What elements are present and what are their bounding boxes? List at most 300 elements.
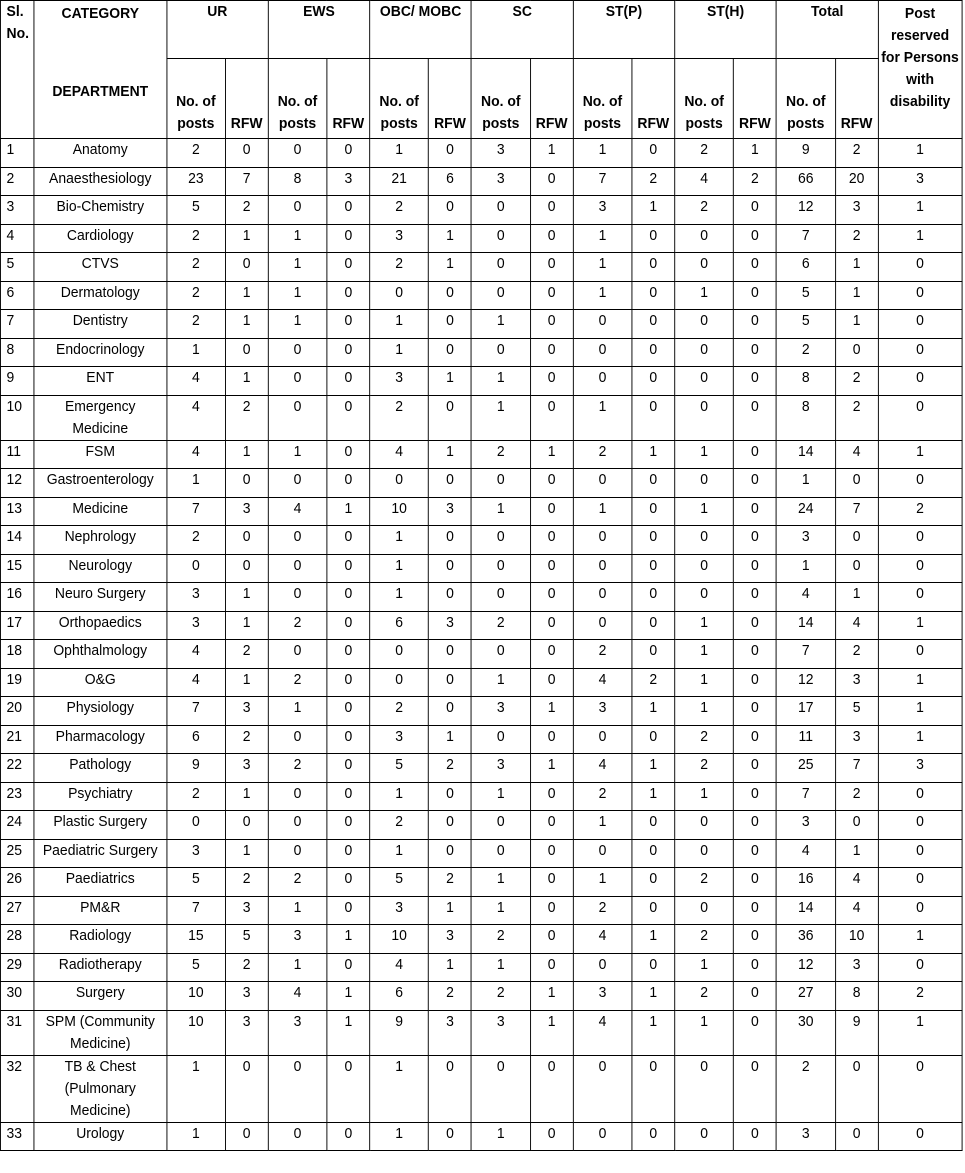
total-posts-cell: 17: [776, 697, 835, 726]
total-rfw-cell: 1: [835, 310, 878, 339]
st-p-rfw-cell: 1: [632, 440, 675, 469]
department-cell: Gastroenterology: [34, 469, 166, 498]
total-posts-cell: 5: [776, 310, 835, 339]
pwd-cell: 0: [878, 253, 962, 282]
sc-rfw-cell: 0: [530, 554, 573, 583]
sl-no-cell: 13: [0, 497, 34, 526]
ur-rfw-cell: 0: [225, 554, 268, 583]
department-cell: CTVS: [34, 253, 166, 282]
st-h-rfw-cell: 0: [733, 1055, 776, 1122]
obc-rfw-cell: 0: [429, 697, 472, 726]
st-h-posts-cell: 0: [675, 526, 734, 555]
ur-posts-cell: 0: [166, 811, 225, 840]
st-p-rfw-cell: 0: [632, 224, 675, 253]
sl-no-cell: 10: [0, 395, 34, 440]
sc-rfw-cell: 0: [530, 338, 573, 367]
total-posts-cell: 27: [776, 982, 835, 1011]
ews-posts-cell: 1: [268, 896, 327, 925]
st-p-posts-cell: 0: [573, 367, 632, 396]
ews-rfw-cell: 0: [327, 811, 370, 840]
table-row: [0, 811, 962, 840]
ur-posts-cell: 4: [166, 367, 225, 396]
sc-posts-cell: 0: [471, 554, 530, 583]
ur-rfw-cell: 1: [225, 281, 268, 310]
table-row: [0, 868, 962, 897]
pwd-cell: 1: [878, 697, 962, 726]
st-h-posts-cell: 0: [675, 224, 734, 253]
sl-no-cell: 12: [0, 469, 34, 498]
obc-posts-cell: 0: [370, 469, 429, 498]
group-header-ur: UR: [166, 1, 268, 59]
ur-rfw-cell: 1: [225, 224, 268, 253]
st-h-rfw-cell: 0: [733, 839, 776, 868]
pwd-cell: 0: [878, 868, 962, 897]
st-h-rfw-cell: 0: [733, 982, 776, 1011]
st-p-posts-cell: 1: [573, 224, 632, 253]
st-h-posts-cell: 0: [675, 811, 734, 840]
ews-rfw-cell: 0: [327, 1055, 370, 1122]
st-p-rfw-cell: 0: [632, 640, 675, 669]
department-cell: Physiology: [34, 697, 166, 726]
st-p-rfw-cell: 0: [632, 896, 675, 925]
sc-rfw-cell: 0: [530, 839, 573, 868]
sl-no-header: Sl. No.: [0, 1, 34, 139]
st-h-posts-cell: 2: [675, 925, 734, 954]
department-cell: Radiology: [34, 925, 166, 954]
ur-posts-cell: 2: [166, 281, 225, 310]
table-row: [0, 196, 962, 225]
obc-rfw-cell: 0: [429, 583, 472, 612]
st-h-posts-cell: 2: [675, 982, 734, 1011]
table-row: [0, 281, 962, 310]
st-p-rfw-cell: 0: [632, 839, 675, 868]
sc-posts-cell: 0: [471, 811, 530, 840]
obc-posts-cell: 21: [370, 167, 429, 196]
subheader-sc-rfw: RFW: [530, 59, 573, 139]
table-row: [0, 395, 962, 440]
pwd-cell: 2: [878, 497, 962, 526]
st-p-rfw-cell: 0: [632, 583, 675, 612]
ews-rfw-cell: 0: [327, 611, 370, 640]
st-h-posts-cell: 0: [675, 1055, 734, 1122]
sc-rfw-cell: 0: [530, 953, 573, 982]
sl-no-cell: 5: [0, 253, 34, 282]
total-rfw-cell: 10: [835, 925, 878, 954]
ur-rfw-cell: 1: [225, 367, 268, 396]
st-h-rfw-cell: 0: [733, 896, 776, 925]
st-h-rfw-cell: 0: [733, 395, 776, 440]
total-rfw-cell: 0: [835, 1122, 878, 1151]
st-h-rfw-cell: 0: [733, 367, 776, 396]
pwd-cell: 1: [878, 440, 962, 469]
st-p-posts-cell: 0: [573, 725, 632, 754]
obc-rfw-cell: 3: [429, 497, 472, 526]
sl-no-cell: 8: [0, 338, 34, 367]
st-h-posts-cell: 1: [675, 953, 734, 982]
obc-posts-cell: 1: [370, 526, 429, 555]
obc-rfw-cell: 0: [429, 338, 472, 367]
subheader-obc-posts: No. of posts: [370, 59, 429, 139]
sc-posts-cell: 2: [471, 440, 530, 469]
sc-rfw-cell: 1: [530, 754, 573, 783]
total-posts-cell: 4: [776, 839, 835, 868]
sc-rfw-cell: 0: [530, 196, 573, 225]
ur-rfw-cell: 0: [225, 469, 268, 498]
st-h-posts-cell: 1: [675, 440, 734, 469]
obc-rfw-cell: 0: [429, 782, 472, 811]
obc-rfw-cell: 0: [429, 554, 472, 583]
sc-posts-cell: 0: [471, 725, 530, 754]
ur-rfw-cell: 2: [225, 196, 268, 225]
st-p-posts-cell: 0: [573, 839, 632, 868]
st-p-posts-cell: 0: [573, 1122, 632, 1151]
sc-rfw-cell: 0: [530, 367, 573, 396]
ur-posts-cell: 4: [166, 668, 225, 697]
st-p-posts-cell: 0: [573, 953, 632, 982]
ews-posts-cell: 1: [268, 281, 327, 310]
total-posts-cell: 4: [776, 583, 835, 612]
st-p-posts-cell: 4: [573, 668, 632, 697]
pwd-cell: 1: [878, 224, 962, 253]
obc-rfw-cell: 1: [429, 253, 472, 282]
ur-posts-cell: 2: [166, 782, 225, 811]
obc-posts-cell: 9: [370, 1010, 429, 1055]
ews-rfw-cell: 0: [327, 839, 370, 868]
st-h-rfw-cell: 0: [733, 925, 776, 954]
total-rfw-cell: 0: [835, 526, 878, 555]
st-p-rfw-cell: 0: [632, 253, 675, 282]
total-posts-cell: 1: [776, 469, 835, 498]
ur-posts-cell: 3: [166, 839, 225, 868]
st-h-posts-cell: 0: [675, 896, 734, 925]
ur-posts-cell: 7: [166, 896, 225, 925]
sc-posts-cell: 0: [471, 640, 530, 669]
obc-posts-cell: 4: [370, 953, 429, 982]
st-p-posts-cell: 3: [573, 196, 632, 225]
sl-no-cell: 4: [0, 224, 34, 253]
st-h-posts-cell: 1: [675, 697, 734, 726]
subheader-ews-posts: No. of posts: [268, 59, 327, 139]
st-p-posts-cell: 2: [573, 640, 632, 669]
total-rfw-cell: 2: [835, 782, 878, 811]
total-posts-cell: 16: [776, 868, 835, 897]
total-posts-cell: 12: [776, 668, 835, 697]
st-h-posts-cell: 0: [675, 1122, 734, 1151]
sc-rfw-cell: 0: [530, 811, 573, 840]
table-row: [0, 953, 962, 982]
st-h-rfw-cell: 0: [733, 953, 776, 982]
ews-rfw-cell: 0: [327, 754, 370, 783]
sl-no-cell: 32: [0, 1055, 34, 1122]
sc-posts-cell: 1: [471, 782, 530, 811]
ur-rfw-cell: 2: [225, 868, 268, 897]
ur-posts-cell: 1: [166, 1055, 225, 1122]
ews-posts-cell: 0: [268, 554, 327, 583]
sc-rfw-cell: 0: [530, 1055, 573, 1122]
sc-posts-cell: 1: [471, 1122, 530, 1151]
ur-rfw-cell: 0: [225, 338, 268, 367]
sc-posts-cell: 0: [471, 526, 530, 555]
ur-posts-cell: 23: [166, 167, 225, 196]
pwd-cell: 0: [878, 395, 962, 440]
st-h-rfw-cell: 1: [733, 139, 776, 168]
sc-rfw-cell: 0: [530, 497, 573, 526]
department-cell: Pathology: [34, 754, 166, 783]
ews-posts-cell: 4: [268, 497, 327, 526]
sc-rfw-cell: 0: [530, 868, 573, 897]
obc-posts-cell: 2: [370, 811, 429, 840]
sc-posts-cell: 0: [471, 196, 530, 225]
obc-rfw-cell: 0: [429, 281, 472, 310]
sl-no-cell: 27: [0, 896, 34, 925]
ur-posts-cell: 2: [166, 139, 225, 168]
obc-posts-cell: 0: [370, 281, 429, 310]
st-p-rfw-cell: 0: [632, 868, 675, 897]
subheader-obc-rfw: RFW: [429, 59, 472, 139]
ews-rfw-cell: 0: [327, 896, 370, 925]
sc-rfw-cell: 0: [530, 167, 573, 196]
obc-rfw-cell: 0: [429, 395, 472, 440]
sl-no-cell: 7: [0, 310, 34, 339]
ur-rfw-cell: 7: [225, 167, 268, 196]
sl-no-cell: 26: [0, 868, 34, 897]
ews-posts-cell: 8: [268, 167, 327, 196]
table-row: [0, 725, 962, 754]
ews-rfw-cell: 3: [327, 167, 370, 196]
obc-rfw-cell: 3: [429, 925, 472, 954]
category-label: CATEGORY: [61, 5, 140, 22]
table-row: [0, 925, 962, 954]
subheader-ews-rfw: RFW: [327, 59, 370, 139]
sc-posts-cell: 2: [471, 982, 530, 1011]
st-h-posts-cell: 2: [675, 139, 734, 168]
obc-rfw-cell: 3: [429, 1010, 472, 1055]
st-h-posts-cell: 0: [675, 310, 734, 339]
pwd-cell: 0: [878, 554, 962, 583]
pwd-cell: 1: [878, 725, 962, 754]
ews-posts-cell: 0: [268, 640, 327, 669]
ews-posts-cell: 2: [268, 868, 327, 897]
st-h-rfw-cell: 2: [733, 167, 776, 196]
obc-rfw-cell: 1: [429, 440, 472, 469]
st-p-rfw-cell: 0: [632, 367, 675, 396]
ews-rfw-cell: 0: [327, 196, 370, 225]
total-rfw-cell: 1: [835, 281, 878, 310]
ews-posts-cell: 1: [268, 253, 327, 282]
ur-posts-cell: 6: [166, 725, 225, 754]
ur-posts-cell: 4: [166, 640, 225, 669]
ews-posts-cell: 1: [268, 953, 327, 982]
sl-no-cell: 20: [0, 697, 34, 726]
department-cell: Anaesthesiology: [34, 167, 166, 196]
ur-rfw-cell: 2: [225, 953, 268, 982]
sc-posts-cell: 1: [471, 953, 530, 982]
ur-posts-cell: 7: [166, 497, 225, 526]
pwd-cell: 1: [878, 139, 962, 168]
subheader-st-h-rfw: RFW: [733, 59, 776, 139]
ews-rfw-cell: 0: [327, 554, 370, 583]
ews-rfw-cell: 1: [327, 1010, 370, 1055]
total-posts-cell: 7: [776, 782, 835, 811]
sc-rfw-cell: 0: [530, 640, 573, 669]
total-rfw-cell: 9: [835, 1010, 878, 1055]
ur-rfw-cell: 1: [225, 782, 268, 811]
total-rfw-cell: 8: [835, 982, 878, 1011]
sc-posts-cell: 0: [471, 253, 530, 282]
sl-no-cell: 31: [0, 1010, 34, 1055]
ur-posts-cell: 1: [166, 1122, 225, 1151]
department-cell: ENT: [34, 367, 166, 396]
table-row: [0, 896, 962, 925]
ur-rfw-cell: 0: [225, 526, 268, 555]
total-rfw-cell: 0: [835, 554, 878, 583]
table-row: [0, 1010, 962, 1055]
total-posts-cell: 14: [776, 611, 835, 640]
total-rfw-cell: 3: [835, 196, 878, 225]
ur-posts-cell: 4: [166, 395, 225, 440]
subheader-ur-posts: No. of posts: [166, 59, 225, 139]
total-posts-cell: 36: [776, 925, 835, 954]
ur-rfw-cell: 0: [225, 811, 268, 840]
st-p-rfw-cell: 2: [632, 167, 675, 196]
total-posts-cell: 9: [776, 139, 835, 168]
st-h-rfw-cell: 0: [733, 253, 776, 282]
st-p-posts-cell: 1: [573, 253, 632, 282]
st-p-rfw-cell: 1: [632, 782, 675, 811]
st-p-rfw-cell: 0: [632, 338, 675, 367]
ur-posts-cell: 10: [166, 982, 225, 1011]
total-rfw-cell: 7: [835, 497, 878, 526]
ews-rfw-cell: 0: [327, 640, 370, 669]
sc-posts-cell: 3: [471, 167, 530, 196]
obc-posts-cell: 2: [370, 196, 429, 225]
total-posts-cell: 7: [776, 640, 835, 669]
st-h-rfw-cell: 0: [733, 811, 776, 840]
department-cell: Neuro Surgery: [34, 583, 166, 612]
sc-posts-cell: 1: [471, 896, 530, 925]
ur-posts-cell: 2: [166, 224, 225, 253]
ews-posts-cell: 3: [268, 925, 327, 954]
table-row: [0, 167, 962, 196]
obc-rfw-cell: 2: [429, 982, 472, 1011]
ews-posts-cell: 1: [268, 224, 327, 253]
sl-no-cell: 14: [0, 526, 34, 555]
st-p-rfw-cell: 0: [632, 1122, 675, 1151]
sl-no-cell: 21: [0, 725, 34, 754]
total-posts-cell: 66: [776, 167, 835, 196]
st-h-rfw-cell: 0: [733, 668, 776, 697]
pwd-cell: 0: [878, 310, 962, 339]
st-h-rfw-cell: 0: [733, 338, 776, 367]
total-rfw-cell: 2: [835, 224, 878, 253]
st-h-rfw-cell: 0: [733, 526, 776, 555]
pwd-cell: 0: [878, 338, 962, 367]
subheader-st-p-posts: No. of posts: [573, 59, 632, 139]
obc-posts-cell: 2: [370, 395, 429, 440]
ews-posts-cell: 0: [268, 196, 327, 225]
st-h-rfw-cell: 0: [733, 224, 776, 253]
st-h-rfw-cell: 0: [733, 725, 776, 754]
sc-posts-cell: 1: [471, 395, 530, 440]
sc-posts-cell: 0: [471, 469, 530, 498]
group-header-st-h: ST(H): [675, 1, 777, 59]
ews-rfw-cell: 0: [327, 526, 370, 555]
table-row: [0, 640, 962, 669]
pwd-cell: 0: [878, 953, 962, 982]
st-h-rfw-cell: 0: [733, 1122, 776, 1151]
obc-posts-cell: 5: [370, 868, 429, 897]
department-cell: Urology: [34, 1122, 166, 1151]
ews-posts-cell: 1: [268, 440, 327, 469]
obc-rfw-cell: 2: [429, 868, 472, 897]
sc-posts-cell: 0: [471, 1055, 530, 1122]
ur-posts-cell: 9: [166, 754, 225, 783]
total-rfw-cell: 0: [835, 469, 878, 498]
total-posts-cell: 6: [776, 253, 835, 282]
table-row: [0, 583, 962, 612]
pwd-cell: 2: [878, 982, 962, 1011]
obc-posts-cell: 3: [370, 367, 429, 396]
obc-rfw-cell: 0: [429, 668, 472, 697]
total-rfw-cell: 1: [835, 253, 878, 282]
pwd-cell: 1: [878, 925, 962, 954]
st-p-rfw-cell: 0: [632, 139, 675, 168]
ur-rfw-cell: 1: [225, 583, 268, 612]
st-p-posts-cell: 1: [573, 139, 632, 168]
department-cell: PM&R: [34, 896, 166, 925]
obc-posts-cell: 5: [370, 754, 429, 783]
category-department-header: [34, 1, 166, 139]
st-p-posts-cell: 4: [573, 754, 632, 783]
st-p-posts-cell: 2: [573, 896, 632, 925]
total-rfw-cell: 3: [835, 953, 878, 982]
department-cell: Emergency Medicine: [34, 395, 166, 440]
st-h-posts-cell: 1: [675, 611, 734, 640]
ews-posts-cell: 0: [268, 725, 327, 754]
ews-posts-cell: 3: [268, 1010, 327, 1055]
st-h-posts-cell: 0: [675, 338, 734, 367]
pwd-cell: 0: [878, 782, 962, 811]
subheader-st-p-rfw: RFW: [632, 59, 675, 139]
sc-posts-cell: 0: [471, 224, 530, 253]
ews-posts-cell: 0: [268, 139, 327, 168]
ews-posts-cell: 0: [268, 583, 327, 612]
st-p-rfw-cell: 1: [632, 982, 675, 1011]
department-cell: Orthopaedics: [34, 611, 166, 640]
sl-no-cell: 30: [0, 982, 34, 1011]
ur-posts-cell: 7: [166, 697, 225, 726]
table-row: [0, 253, 962, 282]
st-p-posts-cell: 1: [573, 497, 632, 526]
total-posts-cell: 12: [776, 196, 835, 225]
department-cell: Endocrinology: [34, 338, 166, 367]
total-posts-cell: 8: [776, 395, 835, 440]
table-row: [0, 982, 962, 1011]
ur-rfw-cell: 3: [225, 697, 268, 726]
department-cell: Plastic Surgery: [34, 811, 166, 840]
st-h-posts-cell: 2: [675, 725, 734, 754]
total-rfw-cell: 7: [835, 754, 878, 783]
table-row: [0, 1055, 962, 1122]
sl-no-cell: 29: [0, 953, 34, 982]
ews-rfw-cell: 0: [327, 868, 370, 897]
total-rfw-cell: 5: [835, 697, 878, 726]
pwd-cell: 0: [878, 839, 962, 868]
sc-rfw-cell: 0: [530, 253, 573, 282]
total-posts-cell: 11: [776, 725, 835, 754]
ews-rfw-cell: 0: [327, 310, 370, 339]
st-p-posts-cell: 2: [573, 782, 632, 811]
